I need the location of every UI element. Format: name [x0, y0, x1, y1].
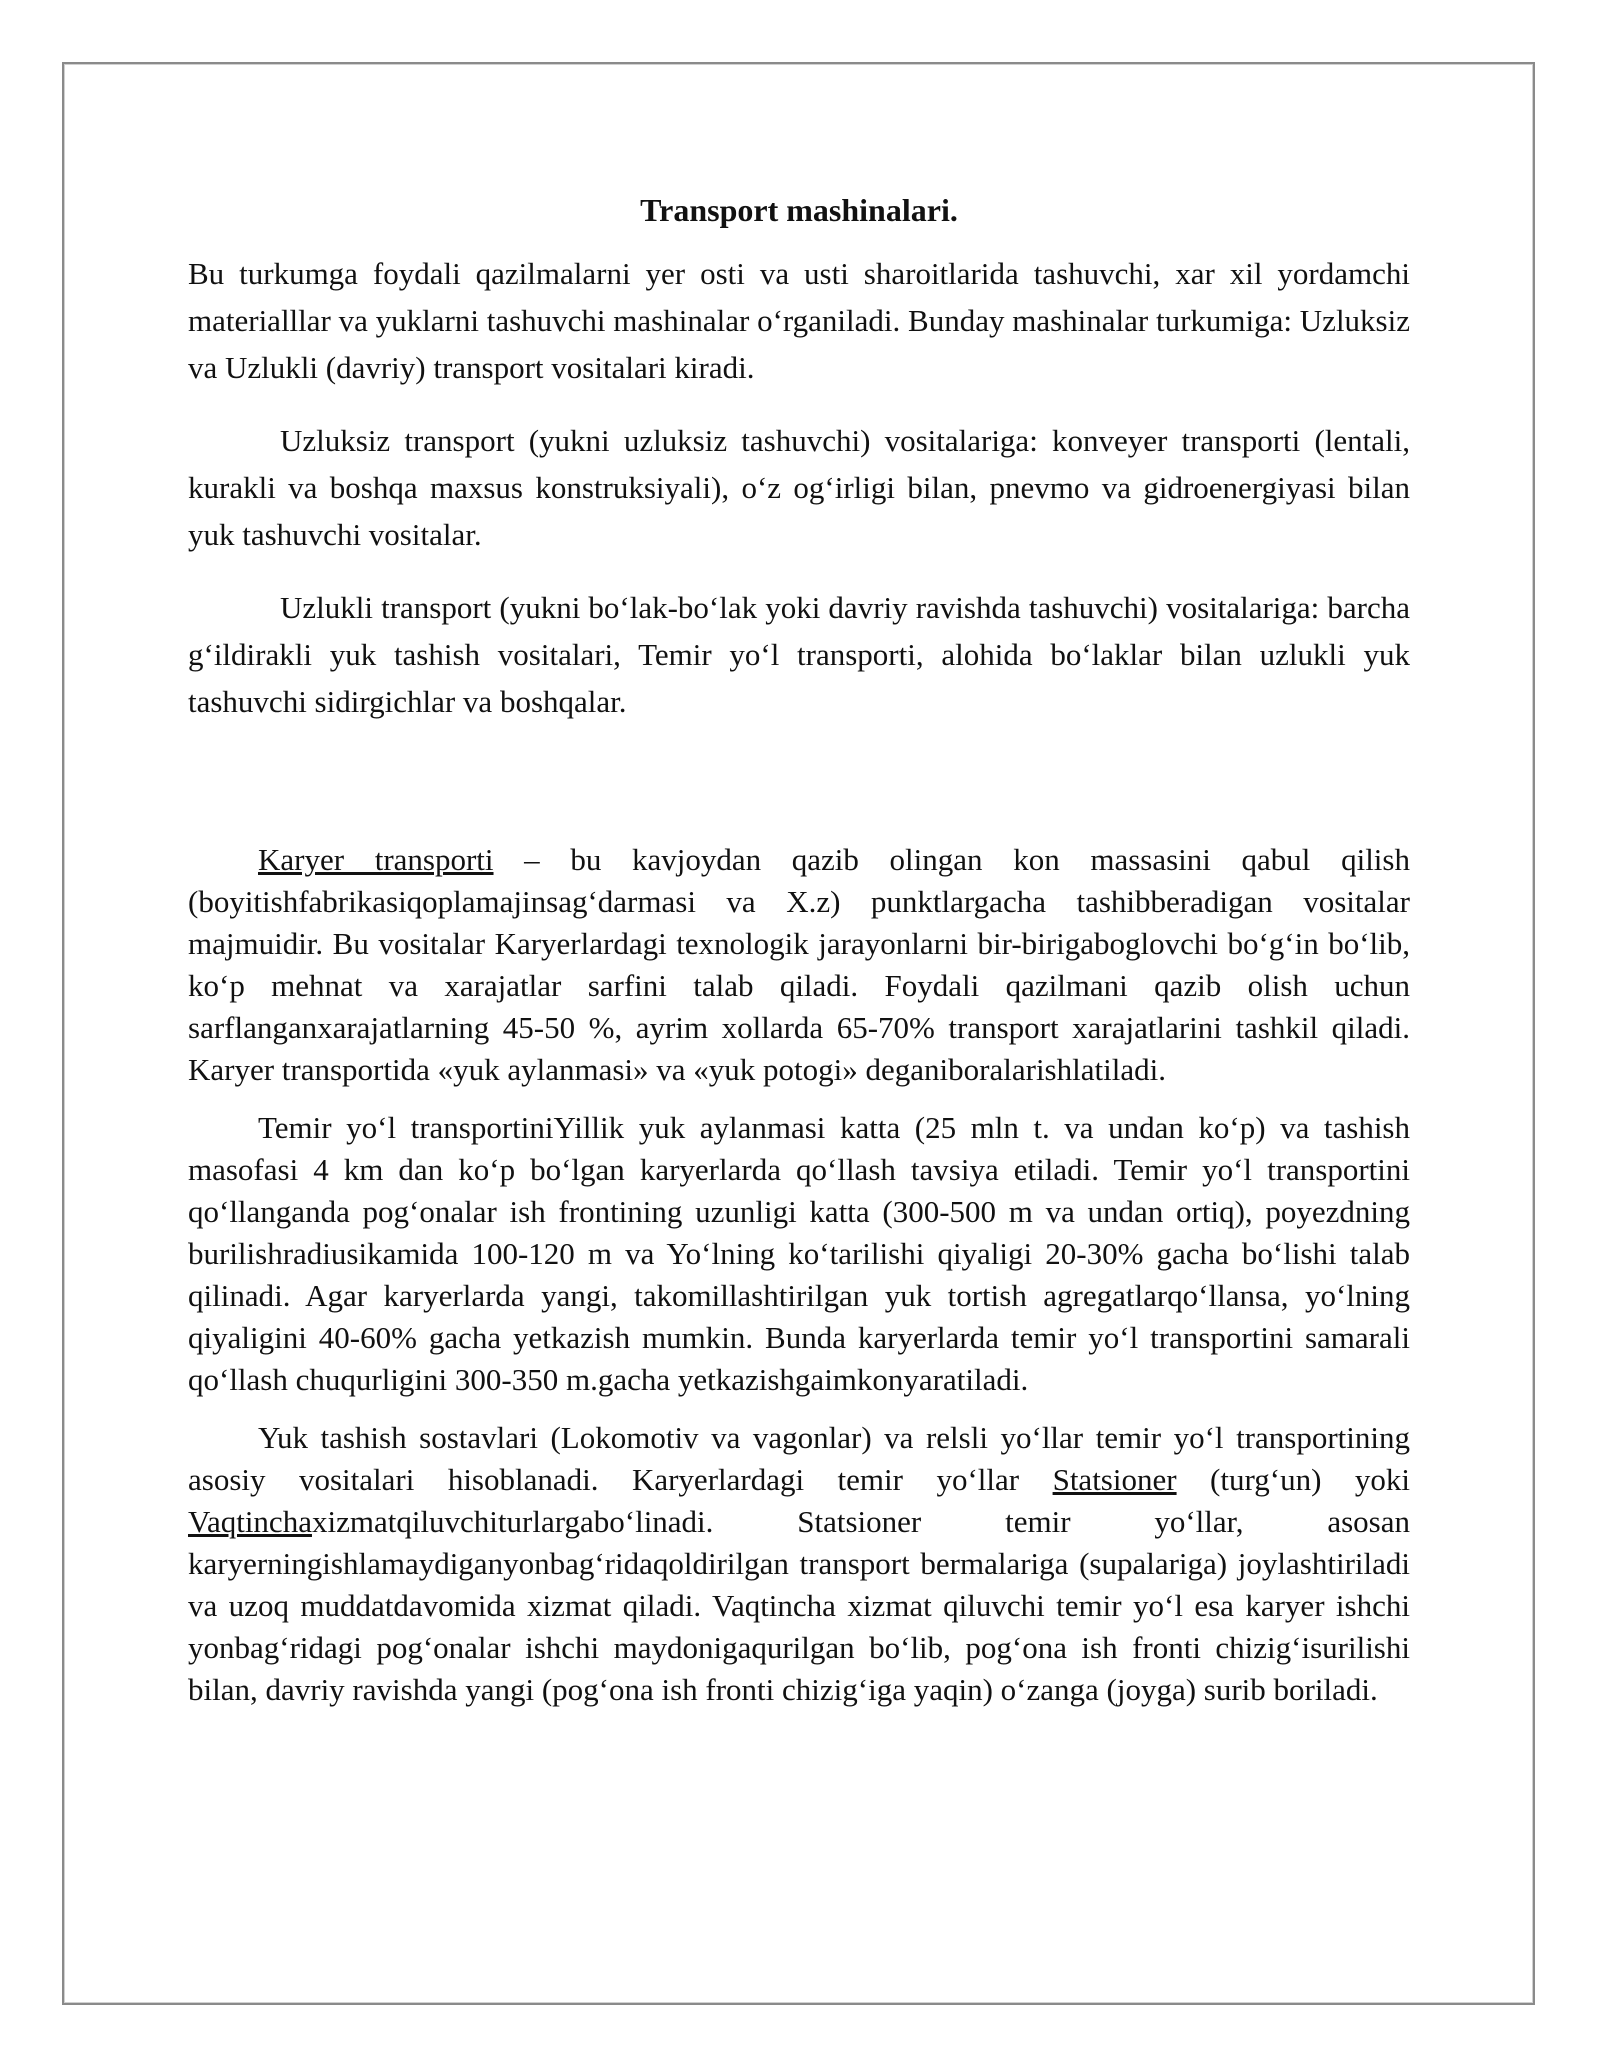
temporary-term: Vaqtincha	[188, 1504, 312, 1539]
rolling-stock-paragraph	[188, 1417, 1410, 1711]
rolling-stock-text-c: xizmatqiluvchiturlargaboʻlinadi. Statsioner temir yoʻllar, asosan karyerningishlamaydiganyonbagʻridaqoldirilgan transport bermalariga (supalariga) joylashtiriladi va uzoq muddatdavomida xizmat qiladi. Vaqtincha xizmat qiluvchi temir yoʻl esa karyer ishchi yonbagʻridagi pogʻonalar ishchi maydonigaqurilgan boʻlib, pogʻona ish fronti chizigʻisurilishi bilan, davriy ravishda yangi (pogʻona ish fronti chizigʻiga yaqin) oʻzanga (joyga) surib boriladi.	[188, 1504, 1410, 1707]
rolling-stock-text-b: (turgʻun) yoki	[1176, 1462, 1410, 1497]
document-title: Transport mashinalari.	[640, 192, 958, 228]
quarry-transport-paragraph	[188, 839, 1410, 1091]
intro-paragraph: Bu turkumga foydali qazilmalarni yer osti va usti sharoitlarida tashuvchi, xar xil yordamchi materialllar va yuklarni tashuvchi mashinalar oʻrganiladi. Bunday mashinalar turkumiga: Uzluksiz va Uzlukli (davriy) transport vositalari kiradi.	[188, 256, 1410, 385]
continuous-transport-paragraph: Uzluksiz transport (yukni uzluksiz tashuvchi) vositalariga: konveyer transporti (lentali, kurakli va boshqa maxsus konstruksiyali), oʻz ogʻirligi bilan, pnevmo va gidroenergiyasi bilan yuk tashuvchi vositalar.	[188, 423, 1410, 552]
quarry-transport-term: Karyer transporti	[258, 842, 494, 877]
discontinuous-transport-paragraph: Uzlukli transport (yukni boʻlak-boʻlak yoki davriy ravishda tashuvchi) vositalariga: barcha gʻildirakli yuk tashish vositalari, Temir yoʻl transporti, alohida boʻlaklar bilan uzlukli yuk tashuvchi sidirgichlar va boshqalar.	[188, 590, 1410, 719]
rolling-stock-text-a: Yuk tashish sostavlari (Lokomotiv va vagonlar) va relsli yoʻllar temir yoʻl transportining asosiy vositalari hisoblanadi. Karyerlardagi temir yoʻllar	[188, 1420, 1410, 1497]
railway-transport-paragraph: Temir yoʻl transportiniYillik yuk aylanmasi katta (25 mln t. va undan koʻp) va tashish masofasi 4 km dan koʻp boʻlgan karyerlarda qoʻllash tavsiya etiladi. Temir yoʻl transportini qoʻllanganda pogʻonalar ish frontining uzunligi katta (300-500 m va undan ortiq), poyezdning burilishradiusikamida 100-120 m va Yoʻlning koʻtarilishi qiyaligi 20-30% gacha boʻlishi talab qilinadi. Agar karyerlarda yangi, takomillashtirilgan yuk tortish agregatlarqoʻllansa, yoʻlning qiyaligini 40-60% gacha yetkazish mumkin. Bunda karyerlarda temir yoʻl transportini samarali qoʻllash chuqurligini 300-350 m.gacha yetkazishgaimkonyaratiladi.	[188, 1110, 1410, 1397]
stationary-term: Statsioner	[1052, 1462, 1177, 1497]
quarry-transport-text: – bu kavjoydan qazib olingan kon massasini qabul qilish (boyitishfabrikasiqoplamajinsagʻdarmasi va X.z) punktlargacha tashibberadigan vositalar majmuidir. Bu vositalar Karyerlardagi texnologik jarayonlarni bir-birigaboglovchi boʻgʻin boʻlib, koʻp mehnat va xarajatlar sarfini talab qiladi. Foydali qazilmani qazib olish uchun sarflanganxarajatlarning 45-50 %, ayrim xollarda 65-70% transport xarajatlarini tashkil qiladi. Karyer transportida «yuk aylanmasi» va «yuk potogi» deganiboralarishlatiladi.	[188, 842, 1410, 1087]
section-gap	[188, 751, 1410, 839]
document-body	[188, 188, 1410, 1727]
